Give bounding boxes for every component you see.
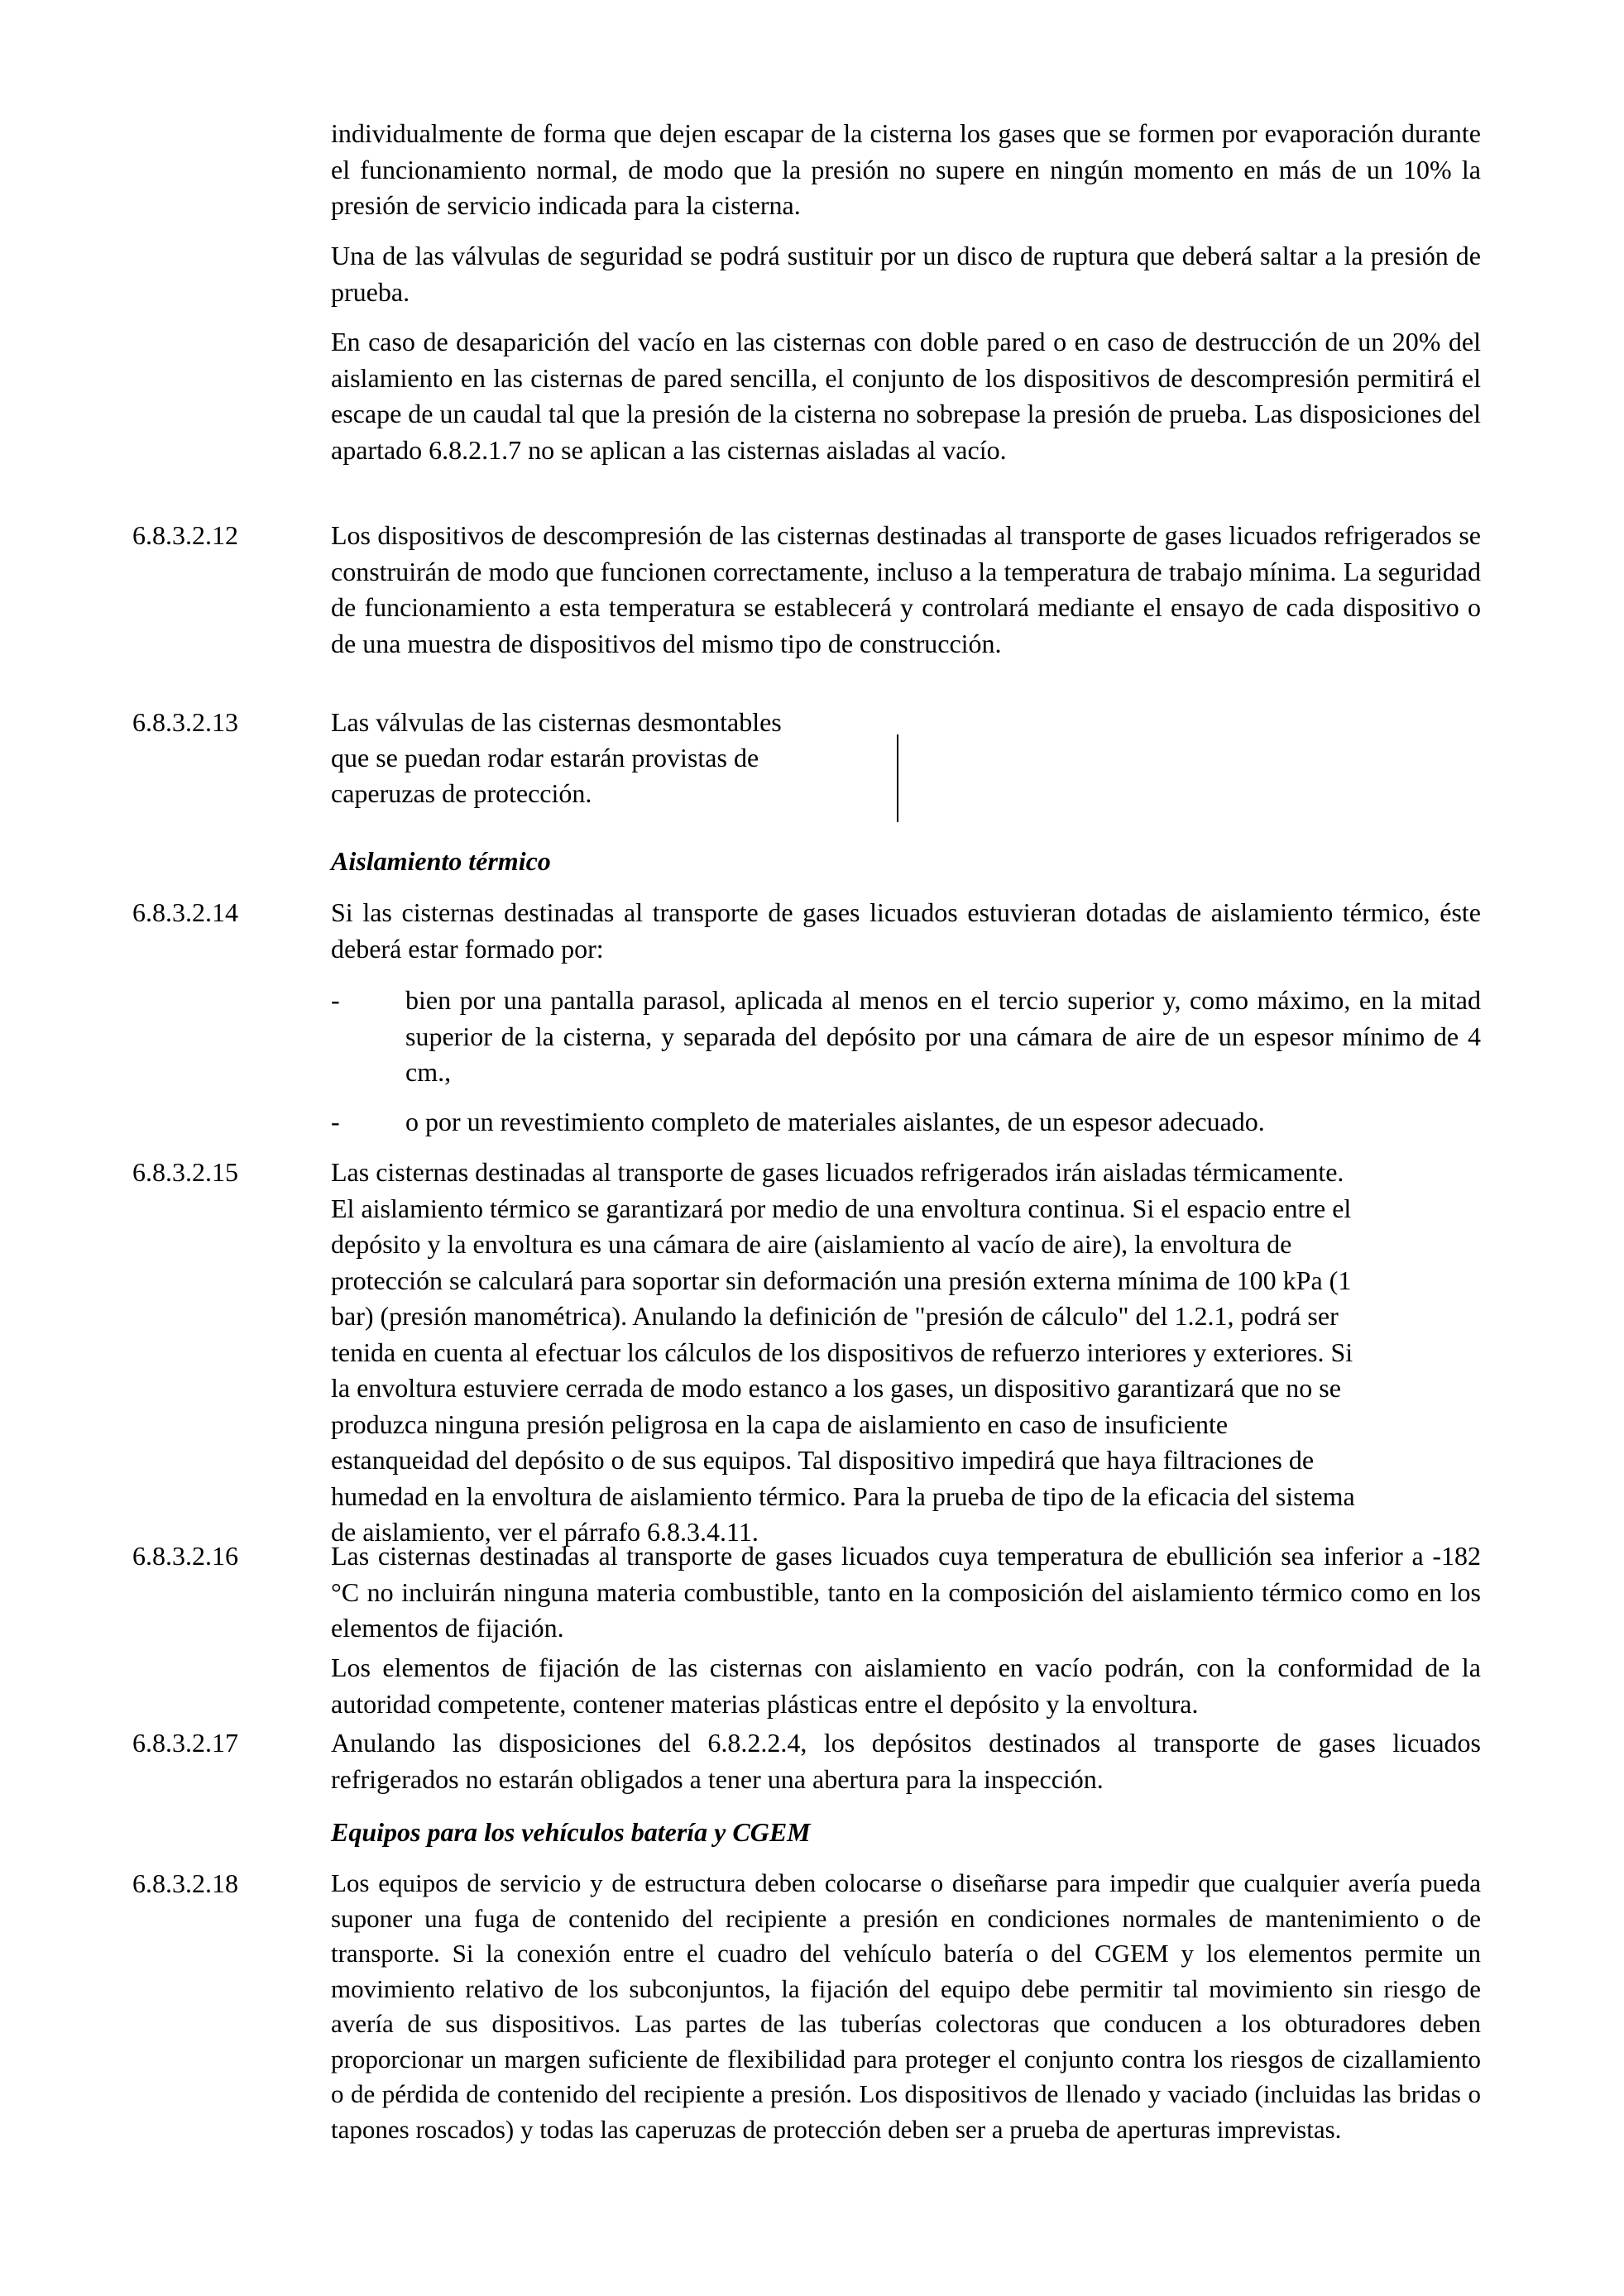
section-text-16: Las cisternas destinadas al transporte de gases licuados cuya temperatura de ebullición sea inferior a -182 °C no incluirán ninguna materia combustible, tanto en la composición del aislamiento térmico como en los elementos de fijación.	[331, 1541, 1481, 1643]
section-text-18: Los equipos de servicio y de estructura deben colocarse o diseñarse para impedir que cualquier avería pueda suponer una fuga de contenido del recipiente a presión en condiciones normales de mantenimiento o de transporte. Si la conexión entre el cuadro del vehículo batería o del CGEM y los elementos permite un movimiento relativo de los subconjuntos, la fijación del equipo debe permitir tal movimiento sin riesgo de avería de sus dispositivos. Las partes de las tuberías colectoras que conducen a los obturadores deben proporcionar un margen suficiente de flexibilidad para proteger el conjunto contra los riesgos de cizallamiento o de pérdida de contenido del recipiente a presión. Los dispositivos de llenado y vaciado (incluidas las bridas o tapones roscados) y todas las caperuzas de protección deben ser a prueba de aperturas imprevistas.	[331, 1868, 1481, 2144]
section-number-12: 6.8.3.2.12	[132, 520, 238, 550]
section-15-line: produzca ninguna presión peligrosa en la capa de aislamiento en caso de insuficiente	[331, 1409, 1229, 1439]
paragraph-rupture-disc: Una de las válvulas de seguridad se podrá sustituir por un disco de ruptura que deberá saltar a la presión de prueba.	[331, 241, 1481, 307]
paragraph-vacuum-loss: En caso de desaparición del vacío en las cisternas con doble pared o en caso de destrucción de un 20% del aislamiento en las cisternas de pared sencilla, el conjunto de los dispositivos de descompresión permitirá el escape de un caudal tal que la presión de la cisterna no sobrepase la presión de prueba. Las disposiciones del apartado 6.8.2.1.7 no se aplican a las cisternas aisladas al vacío.	[331, 327, 1481, 465]
section-text-14: Si las cisternas destinadas al transporte de gases licuados estuvieran dotadas de aislamiento térmico, éste deberá estar formado por:	[331, 897, 1481, 964]
section-15-line: protección se calculará para soportar sin deformación una presión externa mínima de 100 kPa (1	[331, 1265, 1352, 1295]
section-15-line: El aislamiento térmico se garantizará por medio de una envoltura continua. Si el espacio entre el	[331, 1193, 1352, 1223]
bullet-dash-2: -	[331, 1107, 340, 1136]
bullet-item-2: o por un revestimiento completo de materiales aislantes, de un espesor adecuado.	[405, 1107, 1265, 1136]
bullet-dash-1: -	[331, 985, 340, 1015]
section-15-line: depósito y la envoltura es una cámara de aire (aislamiento al vacío de aire), la envoltura de	[331, 1229, 1292, 1259]
section-text-16b: Los elementos de fijación de las cisternas con aislamiento en vacío podrán, con la conformidad de la autoridad competente, contener materias plásticas entre el depósito y la envoltura.	[331, 1653, 1481, 1719]
section-text-13-line1: Las válvulas de las cisternas desmontables	[331, 707, 782, 737]
heading-battery-vehicles: Equipos para los vehículos batería y CGEM	[331, 1817, 811, 1847]
section-text-13-line2: que se puedan rodar estarán provistas de	[331, 743, 759, 773]
section-15-line: bar) (presión manométrica). Anulando la definición de "presión de cálculo" del 1.2.1, podrá ser	[331, 1301, 1339, 1331]
section-number-15: 6.8.3.2.15	[132, 1157, 238, 1187]
section-number-17: 6.8.3.2.17	[132, 1728, 238, 1758]
section-number-14: 6.8.3.2.14	[132, 897, 238, 927]
section-number-16: 6.8.3.2.16	[132, 1541, 238, 1571]
section-text-13-line3: caperuzas de protección.	[331, 778, 592, 808]
section-15-line: estanqueidad del depósito o de sus equipos. Tal dispositivo impedirá que haya filtraciones de	[331, 1445, 1315, 1475]
bullet-item-1: bien por una pantalla parasol, aplicada al menos en el tercio superior y, como máximo, en la mitad superior de la cisterna, y separada del depósito por una cámara de aire de un espesor mínimo de 4 cm.,	[405, 985, 1481, 1087]
section-15-line: Las cisternas destinadas al transporte de gases licuados refrigerados irán aisladas térmicamente.	[331, 1157, 1344, 1187]
section-15-line: la envoltura estuviere cerrada de modo estanco a los gases, un dispositivo garantizará que no se	[331, 1373, 1341, 1403]
heading-thermal-insulation: Aislamiento térmico	[331, 846, 551, 876]
section-15-line: tenida en cuenta al efectuar los cálculos de los dispositivos de refuerzo interiores y exteriores. Si	[331, 1337, 1353, 1367]
paragraph-continuation: individualmente de forma que dejen escapar de la cisterna los gases que se formen por evaporación durante el funcionamiento normal, de modo que la presión no supere en ningún momento en más de un 10% la presión de servicio indicada para la cisterna.	[331, 118, 1481, 220]
section-15-line: de aislamiento, ver el párrafo 6.8.3.4.11.	[331, 1517, 759, 1547]
revision-bar	[897, 734, 898, 822]
section-15-line: humedad en la envoltura de aislamiento térmico. Para la prueba de tipo de la eficacia del sistema	[331, 1480, 1355, 1511]
section-text-12: Los dispositivos de descompresión de las cisternas destinadas al transporte de gases licuados refrigerados se construirán de modo que funcionen correctamente, incluso a la temperatura de trabajo mínima. La seguridad de funcionamiento a esta temperatura se establecerá y controlará mediante el ensayo de cada dispositivo o de una muestra de dispositivos del mismo tipo de construcción.	[331, 520, 1481, 658]
section-number-13: 6.8.3.2.13	[132, 707, 238, 737]
section-text-17: Anulando las disposiciones del 6.8.2.2.4, los depósitos destinados al transporte de gases licuados refrigerados no estarán obligados a tener una abertura para la inspección.	[331, 1728, 1481, 1794]
section-number-18: 6.8.3.2.18	[132, 1868, 238, 1898]
